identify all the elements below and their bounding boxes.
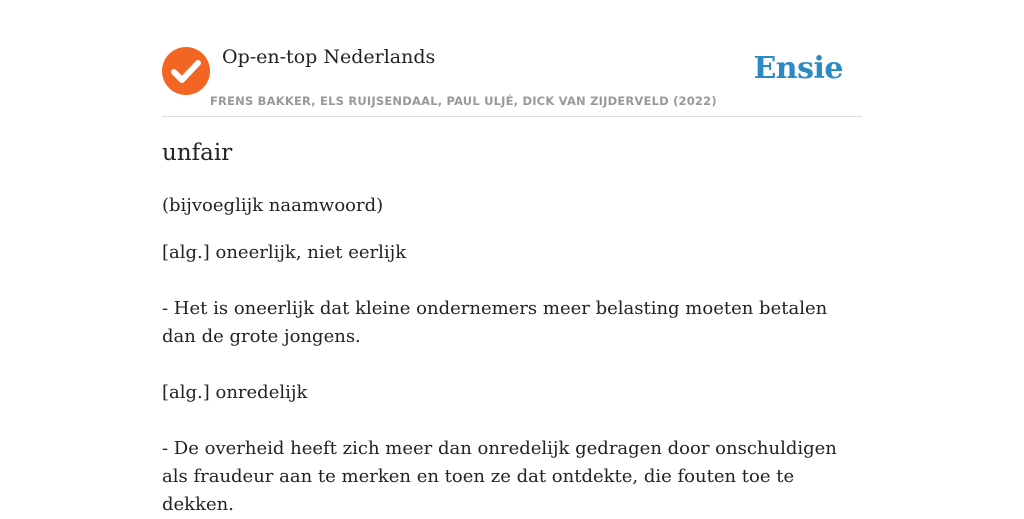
source-header xyxy=(162,0,862,117)
page-content xyxy=(162,0,862,515)
definition-1: [alg.] oneerlijk, niet eerlijk xyxy=(162,242,407,263)
book-title[interactable]: Op-en-top Nederlands xyxy=(222,46,436,68)
headword: unfair xyxy=(162,140,233,166)
brand-logo[interactable]: Ensie xyxy=(753,51,843,86)
example-1: - Het is oneerlijk dat kleine ondernemers meer belasting moeten betalen dan de grote jongens. xyxy=(162,298,828,347)
example-2: - De overheid heeft zich meer dan onredelijk gedragen door onschuldigen als fraudeur aan te merken en toen ze dat ontdekte, die fouten toe te dekken. xyxy=(162,438,837,515)
word-class: (bijvoeglijk naamwoord) xyxy=(162,195,384,216)
authors-line: FRENS BAKKER, ELS RUIJSENDAAL, PAUL ULJÉ, DICK VAN ZIJDERVELD (2022) xyxy=(210,94,717,108)
definition-2: [alg.] onredelijk xyxy=(162,382,308,403)
checkmark-icon xyxy=(162,47,210,95)
